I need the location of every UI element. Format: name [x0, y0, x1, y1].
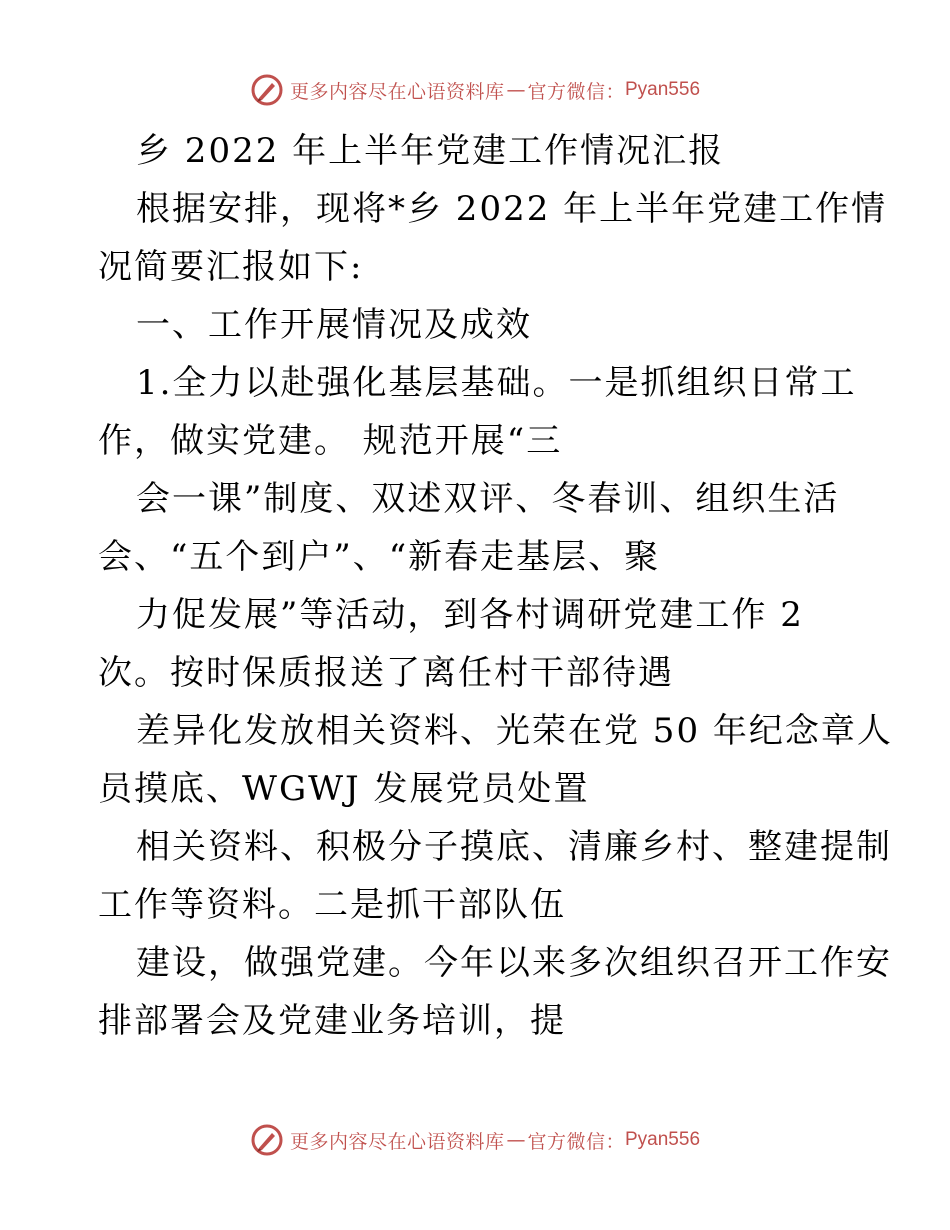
paragraph-line: 次。按时保质报送了离任村干部待遇 [98, 653, 674, 693]
paragraph-line: 相关资料、积极分子摸底、清廉乡村、整建提制 [136, 827, 892, 867]
watermark-separator: — [506, 1129, 526, 1151]
watermark-id: Pyan556 [625, 79, 701, 100]
paragraph-line: 作，做实党建。 规范开展“三 [98, 421, 563, 461]
watermark-id: Pyan556 [625, 1129, 701, 1150]
paragraph-line: 况简要汇报如下: [98, 247, 364, 287]
paragraph-line: 排部署会及党建业务培训，提 [98, 1001, 566, 1041]
pen-logo-icon [250, 73, 284, 107]
document-body [98, 122, 893, 1050]
paragraph-line: 根据安排，现将*乡 2022 年上半年党建工作情 [136, 189, 888, 229]
paragraph-line: 会一课”制度、双述双评、冬春训、组织生活 [136, 479, 840, 519]
watermark-text: 更多内容尽在心语资料库 [289, 1130, 505, 1153]
paragraph-line: 1.全力以赴强化基层基础。一是抓组织日常工 [136, 363, 857, 403]
paragraph-line: 会、“五个到户”、“新春走基层、聚 [98, 537, 661, 577]
paragraph-line: 差异化发放相关资料、光荣在党 50 年纪念章人 [136, 711, 893, 751]
paragraph-line: 建设，做强党建。今年以来多次组织召开工作安 [136, 943, 892, 983]
document-title: 乡 2022 年上半年党建工作情况汇报 [136, 131, 725, 171]
paragraph-line: 员摸底、WGWJ 发展党员处置 [98, 769, 590, 809]
header-watermark [0, 70, 950, 110]
pen-logo-icon [250, 1123, 284, 1157]
watermark-label: 官方微信： [527, 1130, 625, 1153]
watermark-separator: — [506, 79, 526, 101]
watermark-label: 官方微信： [527, 80, 625, 103]
footer-watermark [0, 1120, 950, 1160]
paragraph-line: 工作等资料。二是抓干部队伍 [98, 885, 566, 925]
paragraph-line: 力促发展”等活动，到各村调研党建工作 2 [136, 595, 804, 635]
section-heading: 一、工作开展情况及成效 [136, 305, 532, 345]
watermark-text: 更多内容尽在心语资料库 [289, 80, 505, 103]
